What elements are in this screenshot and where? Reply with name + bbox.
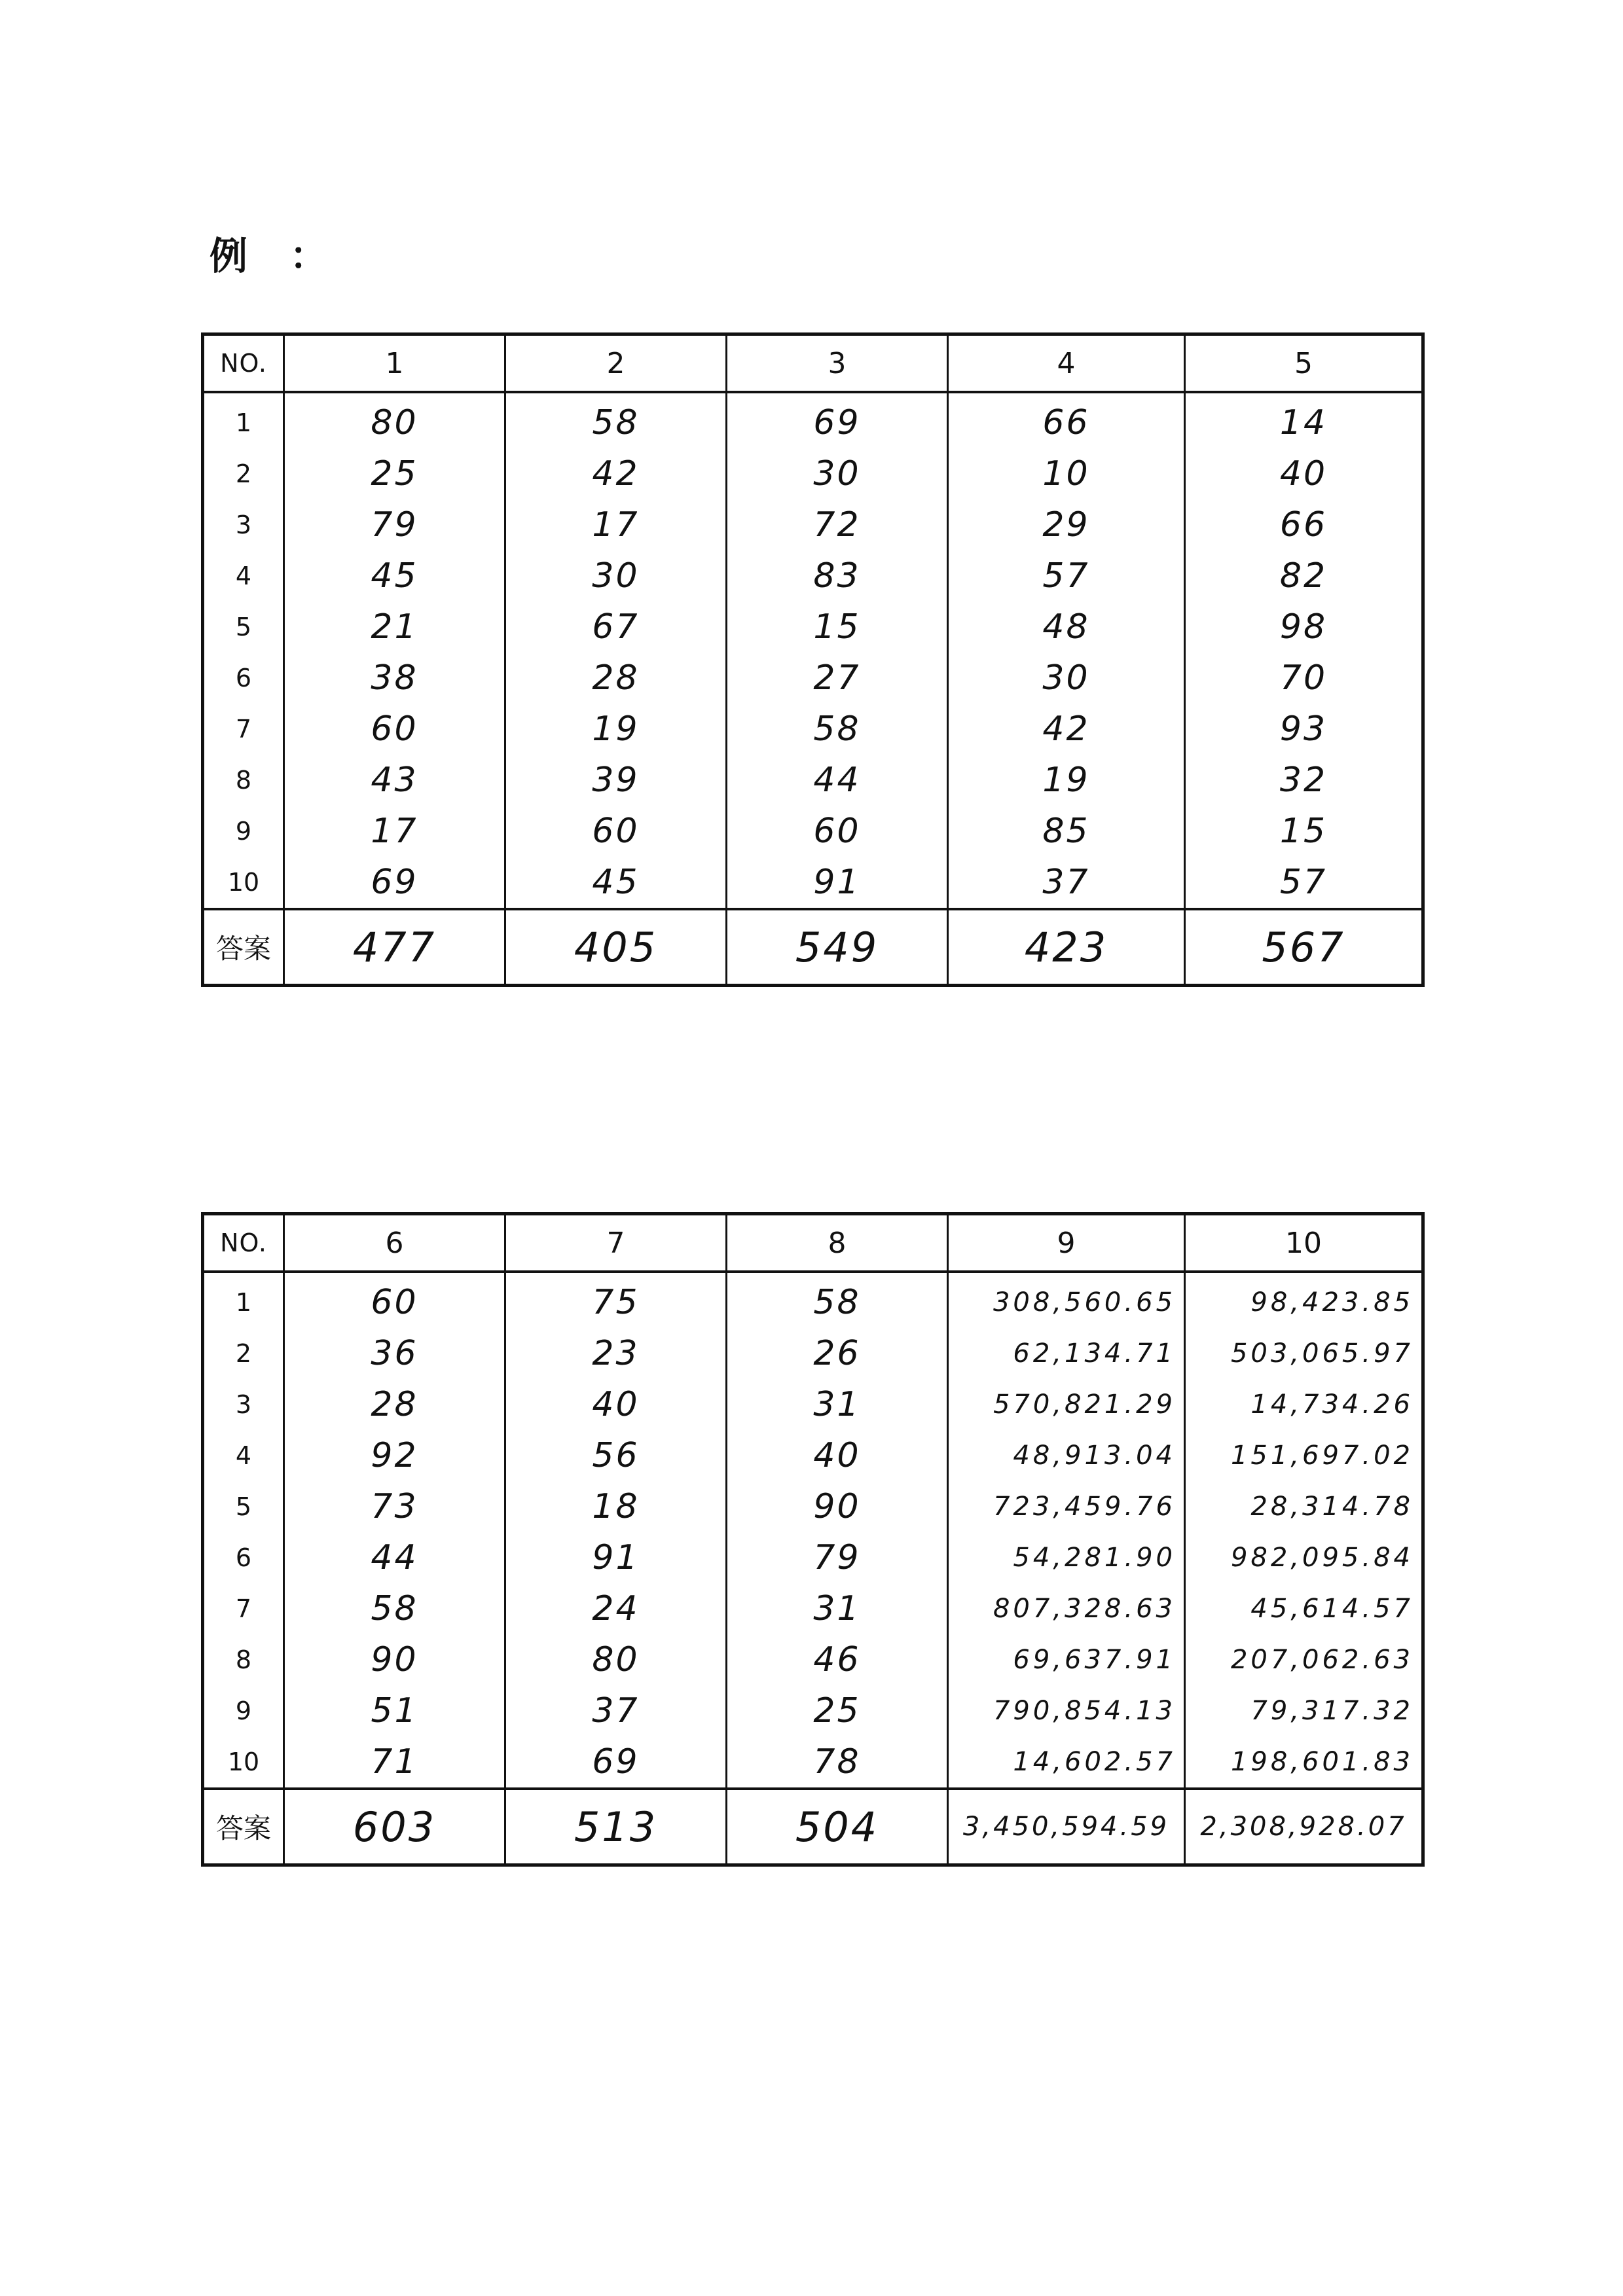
table-cell: 17	[284, 806, 505, 857]
answer-cell: 603	[284, 1789, 505, 1865]
row-number: 5	[235, 613, 252, 641]
table-cell: 90	[284, 1634, 505, 1685]
table-row	[203, 1634, 1423, 1685]
row-number: 2	[235, 459, 252, 488]
row-number: 3	[235, 1390, 252, 1419]
table-cell: 10	[948, 448, 1185, 499]
row-number: 2	[235, 1339, 252, 1368]
column-header: 3	[727, 334, 948, 393]
table-cell: 70	[1185, 653, 1423, 704]
table-cell: 79,317.32	[1185, 1685, 1423, 1736]
table-cell: 69,637.91	[948, 1634, 1185, 1685]
page-heading: 例 ：	[210, 234, 342, 278]
exercise-table-1	[201, 332, 1425, 987]
column-header: 6	[284, 1214, 505, 1272]
row-number: 6	[235, 1543, 252, 1572]
table-cell: 15	[727, 601, 948, 653]
table-row	[203, 806, 1423, 857]
column-header: 2	[505, 334, 727, 393]
row-number: 8	[235, 1645, 252, 1674]
table-row	[203, 704, 1423, 755]
table-cell: 58	[505, 392, 727, 448]
table-cell: 98,423.85	[1185, 1272, 1423, 1328]
table-cell: 37	[948, 857, 1185, 909]
answer-cell: 504	[727, 1789, 948, 1865]
row-number: 5	[235, 1492, 252, 1521]
row-number: 9	[235, 817, 252, 846]
table-cell: 790,854.13	[948, 1685, 1185, 1736]
table-cell: 98	[1185, 601, 1423, 653]
table-cell: 57	[948, 550, 1185, 601]
table-cell: 67	[505, 601, 727, 653]
table-cell: 807,328.63	[948, 1583, 1185, 1634]
table-row	[203, 857, 1423, 909]
table-cell: 71	[284, 1736, 505, 1789]
table-cell: 27	[727, 653, 948, 704]
table-cell: 46	[727, 1634, 948, 1685]
column-header: 9	[948, 1214, 1185, 1272]
table-row	[203, 499, 1423, 550]
table-row	[203, 1379, 1423, 1430]
table-cell: 58	[284, 1583, 505, 1634]
table-cell: 82	[1185, 550, 1423, 601]
table-cell: 30	[727, 448, 948, 499]
table-cell: 21	[284, 601, 505, 653]
table-cell: 45	[505, 857, 727, 909]
table-row	[203, 1532, 1423, 1583]
table-cell: 14,734.26	[1185, 1379, 1423, 1430]
table-cell: 40	[1185, 448, 1423, 499]
table-cell: 66	[948, 392, 1185, 448]
table-cell: 30	[948, 653, 1185, 704]
table-cell: 26	[727, 1328, 948, 1379]
table-cell: 308,560.65	[948, 1272, 1185, 1328]
table-row	[203, 1272, 1423, 1328]
answer-cell: 477	[284, 909, 505, 986]
row-number: 10	[227, 1748, 260, 1776]
table-cell: 18	[505, 1481, 727, 1532]
table-cell: 29	[948, 499, 1185, 550]
table-cell: 91	[505, 1532, 727, 1583]
table-cell: 69	[727, 392, 948, 448]
table-cell: 32	[1185, 755, 1423, 806]
column-header: 8	[727, 1214, 948, 1272]
table-row	[203, 1328, 1423, 1379]
table-cell: 91	[727, 857, 948, 909]
table-cell: 60	[727, 806, 948, 857]
table-cell: 45,614.57	[1185, 1583, 1423, 1634]
table-row	[203, 1685, 1423, 1736]
row-number: 10	[227, 868, 260, 897]
table-row	[203, 601, 1423, 653]
row-number: 6	[235, 664, 252, 692]
answer-label: 答案	[203, 909, 284, 986]
table-cell: 28	[505, 653, 727, 704]
table-cell: 39	[505, 755, 727, 806]
row-number: 3	[235, 511, 252, 539]
table-cell: 80	[505, 1634, 727, 1685]
column-header: 7	[505, 1214, 727, 1272]
header-row	[203, 1214, 1423, 1272]
row-number: 7	[235, 1594, 252, 1623]
table-cell: 58	[727, 1272, 948, 1328]
table-row	[203, 1481, 1423, 1532]
table-cell: 151,697.02	[1185, 1430, 1423, 1481]
table-cell: 90	[727, 1481, 948, 1532]
table-cell: 14	[1185, 392, 1423, 448]
table-cell: 62,134.71	[948, 1328, 1185, 1379]
table-cell: 48,913.04	[948, 1430, 1185, 1481]
table-cell: 60	[284, 1272, 505, 1328]
table-cell: 60	[284, 704, 505, 755]
answer-cell: 405	[505, 909, 727, 986]
table-cell: 45	[284, 550, 505, 601]
table-row	[203, 392, 1423, 448]
answer-cell: 2,308,928.07	[1185, 1789, 1423, 1865]
row-number: 8	[235, 766, 252, 795]
table-cell: 69	[505, 1736, 727, 1789]
table-cell: 198,601.83	[1185, 1736, 1423, 1789]
table-cell: 66	[1185, 499, 1423, 550]
table-cell: 58	[727, 704, 948, 755]
row-number: 9	[235, 1696, 252, 1725]
table-cell: 24	[505, 1583, 727, 1634]
table-cell: 42	[505, 448, 727, 499]
table-cell: 38	[284, 653, 505, 704]
table-cell: 25	[727, 1685, 948, 1736]
table-cell: 80	[284, 392, 505, 448]
table-cell: 19	[505, 704, 727, 755]
table-cell: 28	[284, 1379, 505, 1430]
table-row	[203, 755, 1423, 806]
answer-cell: 423	[948, 909, 1185, 986]
table-cell: 60	[505, 806, 727, 857]
answer-row	[203, 1789, 1423, 1865]
row-number: 4	[235, 1441, 252, 1470]
table-cell: 54,281.90	[948, 1532, 1185, 1583]
answer-row	[203, 909, 1423, 986]
table-cell: 44	[284, 1532, 505, 1583]
table-cell: 42	[948, 704, 1185, 755]
table-cell: 79	[727, 1532, 948, 1583]
table-row	[203, 1736, 1423, 1789]
table-cell: 48	[948, 601, 1185, 653]
table-cell: 69	[284, 857, 505, 909]
no-column-header: NO.	[203, 334, 284, 393]
table-cell: 30	[505, 550, 727, 601]
table-cell: 23	[505, 1328, 727, 1379]
table-cell: 19	[948, 755, 1185, 806]
table-row	[203, 653, 1423, 704]
table-row	[203, 1430, 1423, 1481]
table-cell: 56	[505, 1430, 727, 1481]
answer-label: 答案	[203, 1789, 284, 1865]
table-row	[203, 550, 1423, 601]
answer-cell: 549	[727, 909, 948, 986]
column-header: 1	[284, 334, 505, 393]
table-cell: 982,095.84	[1185, 1532, 1423, 1583]
table-cell: 36	[284, 1328, 505, 1379]
answer-cell: 3,450,594.59	[948, 1789, 1185, 1865]
table-cell: 37	[505, 1685, 727, 1736]
table-cell: 25	[284, 448, 505, 499]
table-cell: 15	[1185, 806, 1423, 857]
table-cell: 570,821.29	[948, 1379, 1185, 1430]
row-number: 1	[235, 1288, 252, 1317]
column-header: 5	[1185, 334, 1423, 393]
table-cell: 40	[505, 1379, 727, 1430]
table-cell: 51	[284, 1685, 505, 1736]
table-cell: 40	[727, 1430, 948, 1481]
table-row	[203, 1583, 1423, 1634]
table-cell: 75	[505, 1272, 727, 1328]
table-row	[203, 448, 1423, 499]
table-cell: 92	[284, 1430, 505, 1481]
table-cell: 28,314.78	[1185, 1481, 1423, 1532]
header-row	[203, 334, 1423, 393]
table-cell: 503,065.97	[1185, 1328, 1423, 1379]
table-cell: 14,602.57	[948, 1736, 1185, 1789]
row-number: 4	[235, 562, 252, 590]
table-cell: 78	[727, 1736, 948, 1789]
row-number: 1	[235, 408, 252, 437]
table-cell: 31	[727, 1583, 948, 1634]
table-cell: 31	[727, 1379, 948, 1430]
table-cell: 85	[948, 806, 1185, 857]
table-cell: 207,062.63	[1185, 1634, 1423, 1685]
table-cell: 17	[505, 499, 727, 550]
row-number: 7	[235, 715, 252, 744]
column-header: 10	[1185, 1214, 1423, 1272]
table-cell: 73	[284, 1481, 505, 1532]
table-cell: 79	[284, 499, 505, 550]
column-header: 4	[948, 334, 1185, 393]
table-cell: 72	[727, 499, 948, 550]
exercise-table-2	[201, 1212, 1425, 1867]
table-cell: 723,459.76	[948, 1481, 1185, 1532]
table-cell: 44	[727, 755, 948, 806]
answer-cell: 513	[505, 1789, 727, 1865]
answer-cell: 567	[1185, 909, 1423, 986]
table-cell: 57	[1185, 857, 1423, 909]
table-cell: 93	[1185, 704, 1423, 755]
table-cell: 43	[284, 755, 505, 806]
no-column-header: NO.	[203, 1214, 284, 1272]
table-cell: 83	[727, 550, 948, 601]
